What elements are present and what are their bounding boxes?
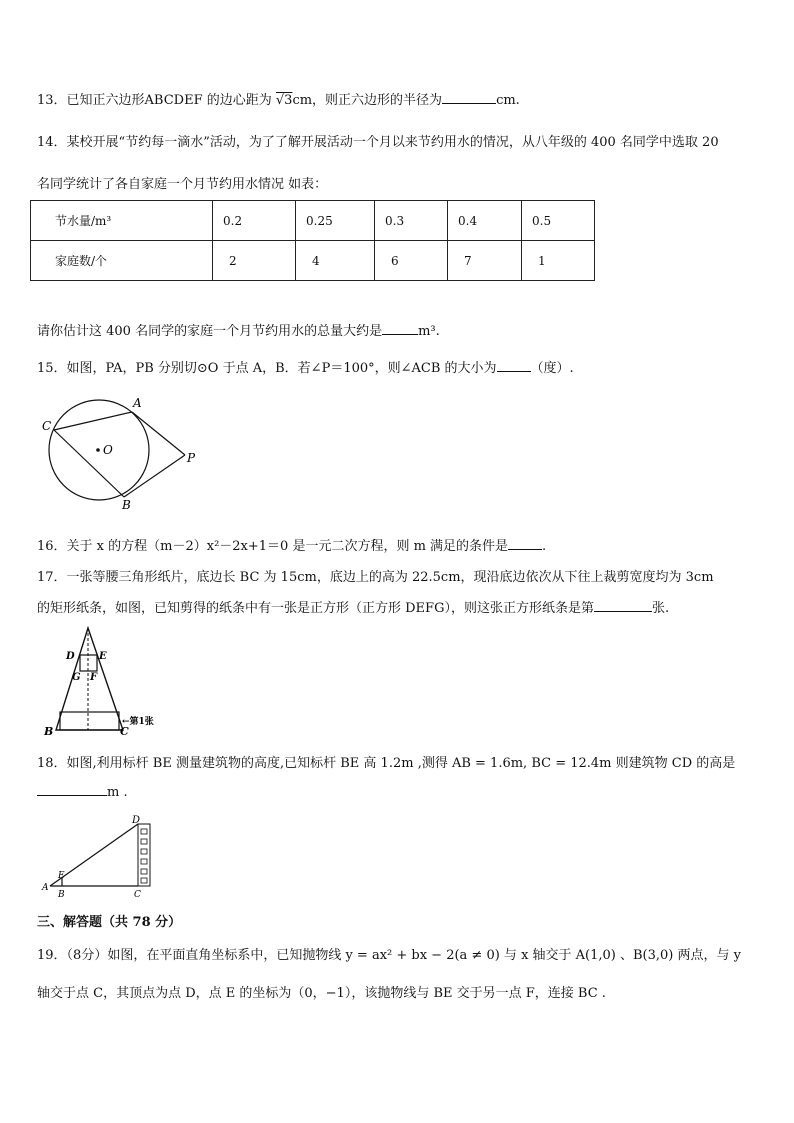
q19-line-2: 轴交于点 C，其顶点为点 D，点 E 的坐标为（0，−1），该抛物线与 BE 交于另一点 F，连接 BC .: [37, 986, 606, 1001]
center-point: [96, 448, 100, 452]
window: [141, 829, 147, 834]
label-f: F: [90, 672, 98, 683]
table-cell: 7: [448, 241, 522, 281]
label-g: G: [72, 672, 81, 683]
question-16: [37, 535, 546, 554]
table-cell: 0.5: [522, 201, 595, 241]
triangle-strip-figure: [38, 622, 178, 738]
section-heading: 三、解答题（共 78 分）: [37, 915, 182, 930]
q13-text-2: cm，则正六边形的半径为: [292, 93, 443, 108]
q15-text: 15．如图，PA，PB 分别切⊙O 于点 A，B．若∠P＝100°，则∠ACB 的大小为: [37, 361, 497, 376]
q16-tail: .: [542, 539, 547, 554]
tangent-pb: [124, 455, 185, 497]
q18-answer-blank[interactable]: [37, 783, 107, 796]
label-c: C: [120, 725, 129, 738]
window: [141, 839, 147, 844]
q17-answer-blank[interactable]: [594, 599, 652, 612]
label-b: B: [58, 890, 65, 900]
q17-line-2-tail: 张.: [651, 601, 670, 616]
window: [141, 849, 147, 854]
q17-line-2: [37, 597, 669, 616]
window: [141, 869, 147, 874]
q18-line-2: m .: [107, 785, 128, 800]
label-b: B: [122, 498, 131, 512]
q14-line-1: 14．某校开展“节约每一滴水”活动，为了了解开展活动一个月以来节约用水的情况，从八年级的 400 名同学中选取 20: [37, 135, 719, 150]
q19-line-1: 19．（8分）如图，在平面直角坐标系中，已知抛物线 y = ax² + bx − 2(a ≠ 0) 与 x 轴交于 A(1,0) 、B(3,0) 两点，与 y: [37, 948, 741, 963]
label-e: E: [58, 871, 65, 881]
q18-line-1: 18．如图,利用标杆 BE 测量建筑物的高度,已知标杆 BE 高 1.2m ,测得 AB = 1.6m, BC = 12.4m 则建筑物 CD 的高是: [37, 756, 736, 771]
label-b: B: [44, 725, 54, 738]
table-cell: 2: [213, 241, 296, 281]
label-c: C: [134, 890, 141, 900]
q17-line-1: 17．一张等腰三角形纸片，底边长 BC 为 15cm，底边上的高为 22.5cm，现沿底边依次从下往上裁剪宽度均为 3cm: [37, 570, 714, 585]
building: [138, 824, 150, 886]
window: [141, 859, 147, 864]
q13-number: 13．: [37, 93, 67, 108]
q14-answer-blank[interactable]: [382, 322, 418, 335]
q13-answer-blank[interactable]: [442, 91, 496, 104]
label-e: E: [99, 651, 107, 662]
question-13: [37, 89, 520, 108]
label-o: O: [103, 443, 113, 457]
table-cell: 4: [296, 241, 375, 281]
q13-tail: cm.: [496, 93, 520, 108]
table-cell: 家庭数/个: [31, 241, 213, 281]
table-cell: 6: [375, 241, 448, 281]
label-a: A: [133, 396, 142, 410]
table-cell: 0.2: [213, 201, 296, 241]
table-cell: 0.25: [296, 201, 375, 241]
q14-line-3-tail: m³.: [418, 324, 440, 339]
table-row: [31, 201, 595, 241]
first-strip: [60, 712, 119, 730]
q13-text-1: 已知正六边形ABCDEF 的边心距为: [66, 93, 272, 108]
q14-line-3: [37, 320, 440, 339]
water-saving-table: [30, 200, 595, 281]
table-cell: 0.4: [448, 201, 522, 241]
table-cell: 节水量/m³: [31, 201, 213, 241]
table-row: [31, 241, 595, 281]
label-p: P: [187, 451, 196, 465]
q15-answer-blank[interactable]: [497, 359, 531, 372]
q16-text: 16．关于 x 的方程（m－2）x²－2x+1＝0 是一元二次方程，则 m 满足的条件是: [37, 539, 509, 554]
building-figure: [38, 812, 158, 900]
q17-line-2-text: 的矩形纸条，如图，已知剪得的纸条中有一张是正方形（正方形 DEFG），则这张正方形纸条是第: [37, 601, 594, 616]
question-15: [37, 357, 574, 376]
q18-line-2-wrap: [37, 783, 128, 800]
window: [141, 878, 147, 883]
label-d: D: [132, 815, 141, 826]
tangent-pa: [132, 412, 185, 455]
table-cell: 1: [522, 241, 595, 281]
chord-ca: [54, 412, 132, 430]
label-a: A: [42, 883, 49, 893]
q16-answer-blank[interactable]: [508, 537, 542, 550]
table-cell: 0.3: [375, 201, 448, 241]
q14-line-3-text: 请你估计这 400 名同学的家庭一个月节约用水的总量大约是: [37, 324, 383, 339]
label-c: C: [42, 419, 52, 433]
q13-sqrt: √3: [275, 93, 293, 108]
label-d: D: [66, 651, 75, 662]
q14-line-2: 名同学统计了各自家庭一个月节约用水情况 如表：: [37, 177, 328, 192]
circle-tangent-figure: [38, 388, 208, 513]
q15-tail: （度）.: [530, 361, 574, 376]
first-strip-note: ←第1张: [122, 717, 154, 727]
